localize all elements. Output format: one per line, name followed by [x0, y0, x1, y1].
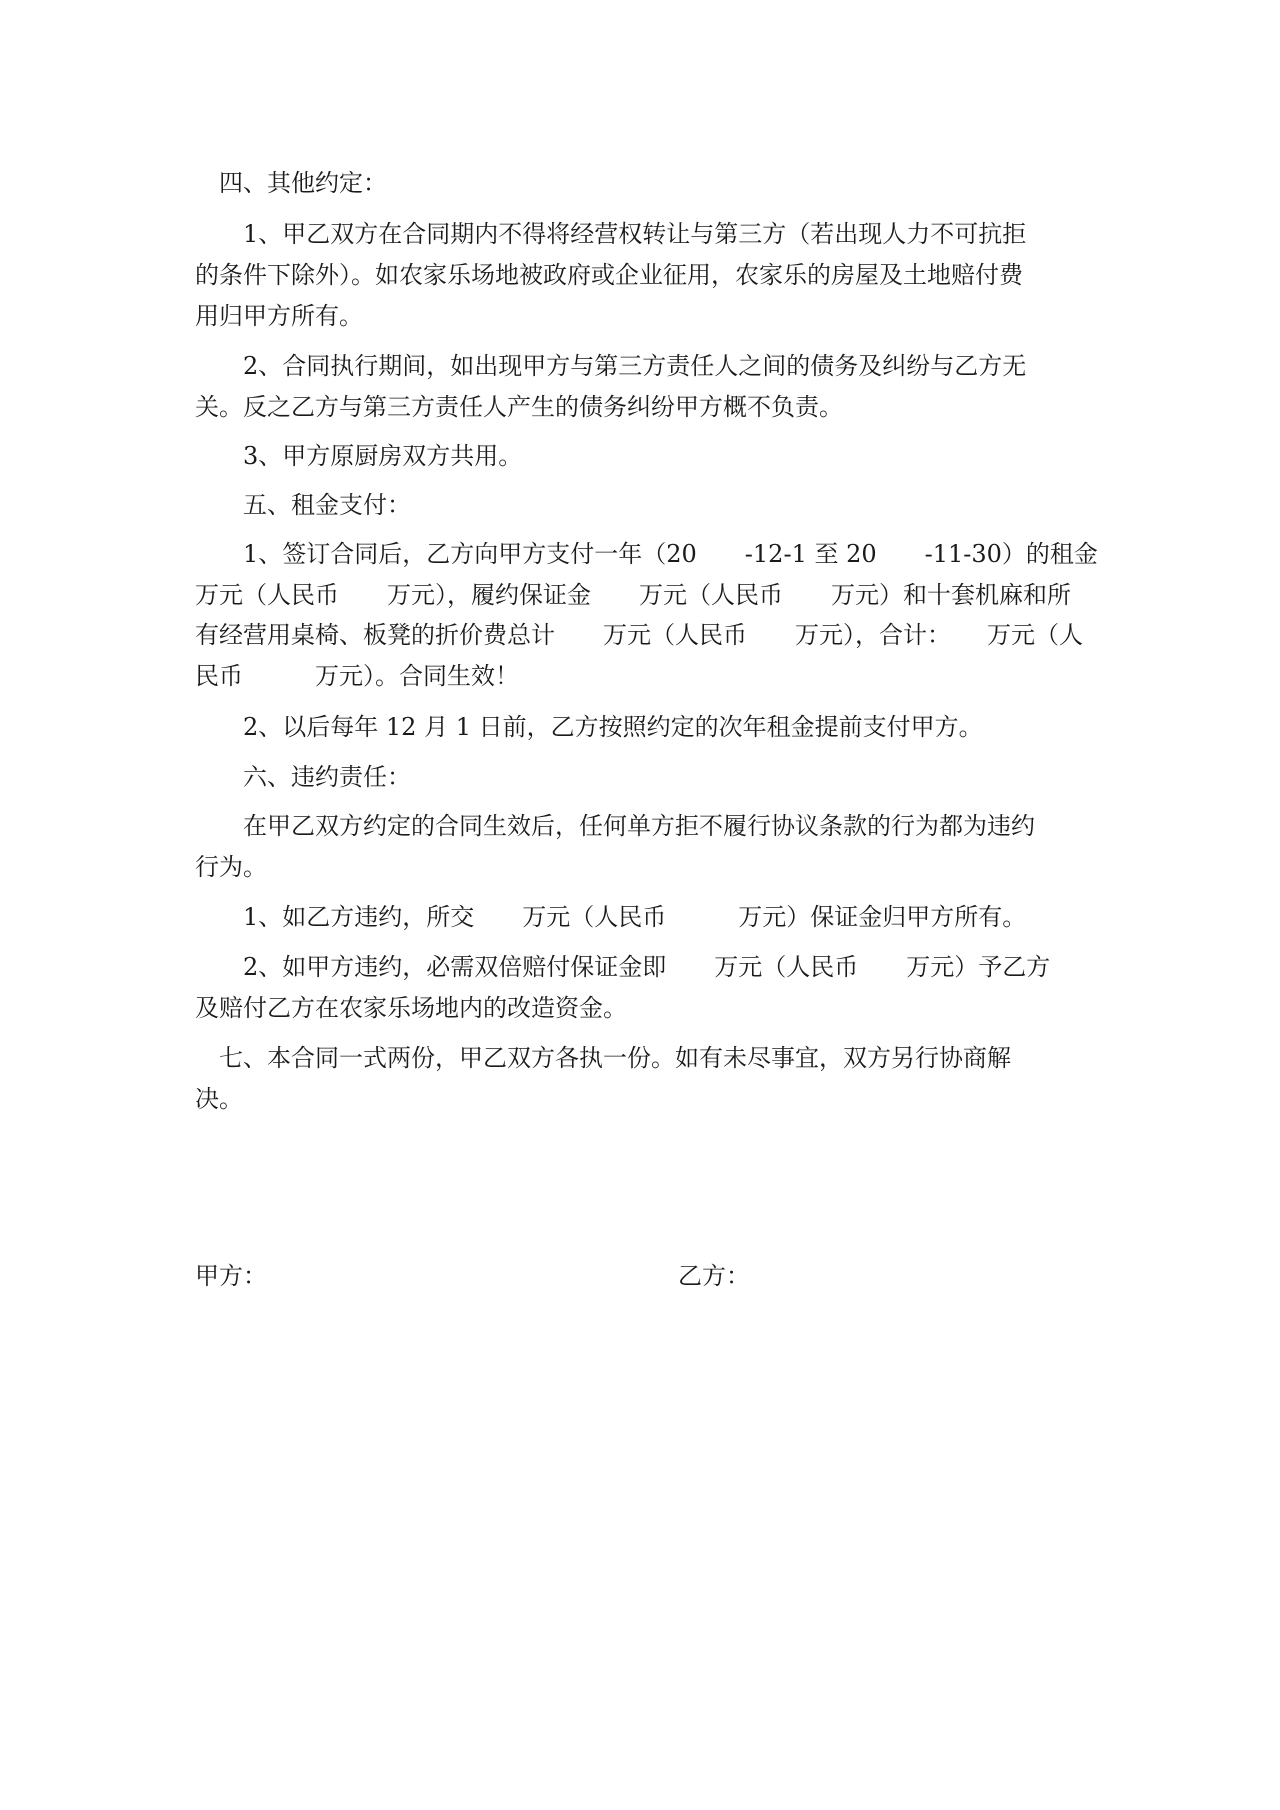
section-4-item-1-line-1: 1、甲乙双方在合同期内不得将经营权转让与第三方（若出现人力不可抗拒 — [195, 220, 1027, 248]
section-6-heading: 六、违约责任： — [195, 763, 411, 791]
section-4-heading: 四、其他约定： — [195, 169, 387, 197]
party-a-signature-label: 甲方： — [195, 1262, 267, 1290]
party-b-signature-label: 乙方： — [678, 1262, 750, 1290]
section-4-item-2-line-1: 2、合同执行期间，如出现甲方与第三方责任人之间的债务及纠纷与乙方无 — [195, 352, 1027, 380]
section-5-item-1-line-1: 1、签订合同后，乙方向甲方支付一年（20 -12-1 至 20 -11-30）的租金 — [195, 540, 1098, 568]
section-7-line-2: 决。 — [195, 1085, 243, 1113]
section-6-item-2-line-2: 及赔付乙方在农家乐场地内的改造资金。 — [195, 994, 627, 1022]
section-6-intro-line-1: 在甲乙双方约定的合同生效后，任何单方拒不履行协议条款的行为都为违约 — [195, 812, 1035, 840]
section-4-item-3: 3、甲方原厨房双方共用。 — [195, 442, 523, 470]
section-6-intro-line-2: 行为。 — [195, 853, 267, 881]
section-4-item-1-line-3: 用归甲方所有。 — [195, 302, 363, 330]
section-5-heading: 五、租金支付： — [195, 491, 411, 519]
section-6-item-1: 1、如乙方违约，所交 万元（人民币 万元）保证金归甲方所有。 — [195, 903, 1027, 931]
section-5-item-1-line-4: 民币 万元）。合同生效！ — [195, 662, 519, 690]
section-4-item-1-line-2: 的条件下除外）。如农家乐场地被政府或企业征用，农家乐的房屋及土地赔付费 — [195, 261, 1023, 289]
section-6-item-2-line-1: 2、如甲方违约，必需双倍赔付保证金即 万元（人民币 万元）予乙方 — [195, 953, 1051, 981]
section-7-line-1: 七、本合同一式两份，甲乙双方各执一份。如有未尽事宜，双方另行协商解 — [195, 1044, 1011, 1072]
section-5-item-1-line-3: 有经营用桌椅、板凳的折价费总计 万元（人民币 万元），合计： 万元（人 — [195, 621, 1083, 649]
section-5-item-1-line-2: 万元（人民币 万元），履约保证金 万元（人民币 万元）和十套机麻和所 — [195, 581, 1071, 609]
section-4-item-2-line-2: 关。反之乙方与第三方责任人产生的债务纠纷甲方概不负责。 — [195, 393, 843, 421]
section-5-item-2: 2、以后每年 12 月 1 日前，乙方按照约定的次年租金提前支付甲方。 — [195, 713, 983, 741]
